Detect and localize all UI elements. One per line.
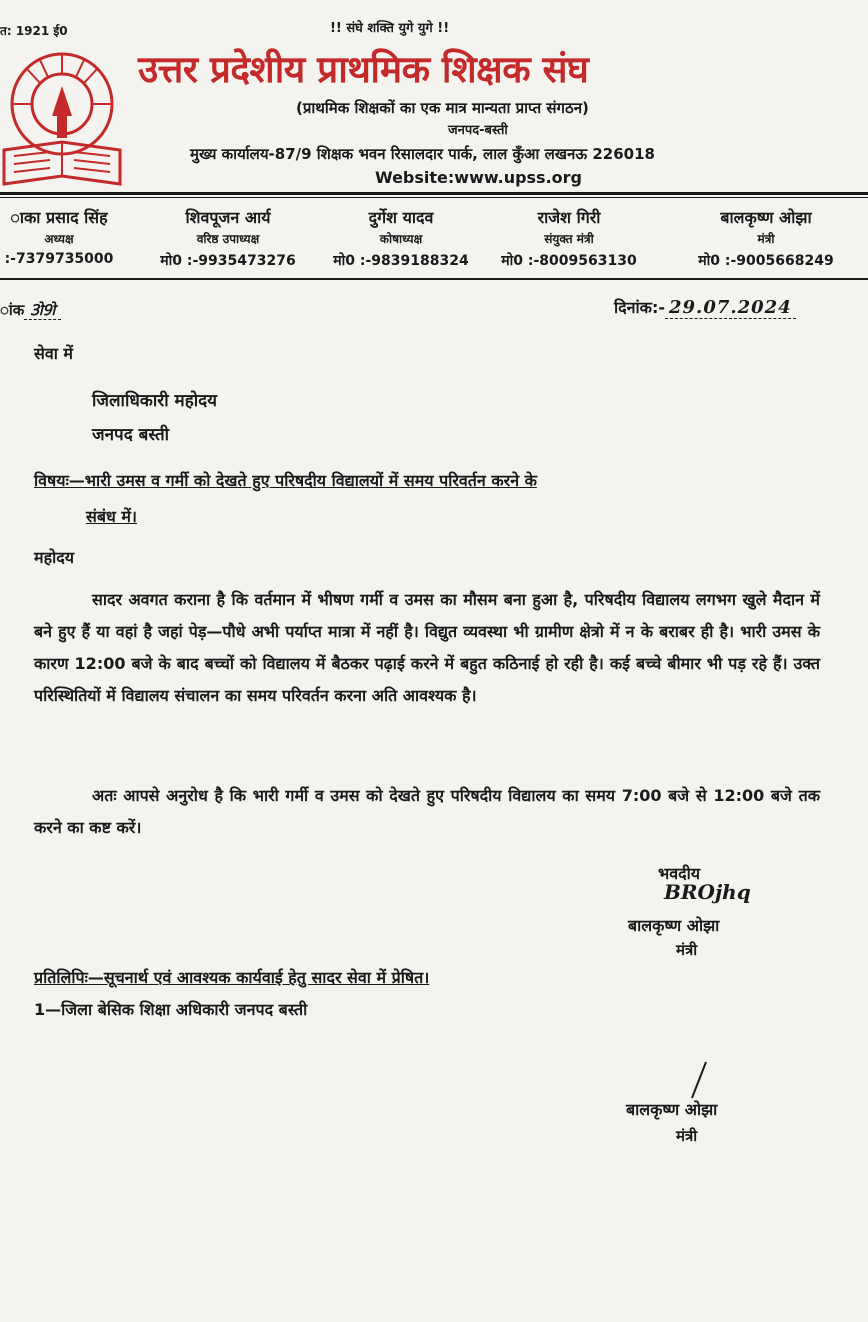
official-joint-secretary: राजेश गिरी संयुक्त मंत्री मो0 :-8009563130 bbox=[501, 208, 637, 269]
signatory-designation-2: मंत्री bbox=[676, 1127, 698, 1145]
motto: !! संघे शक्ति युगे युगे !! bbox=[330, 21, 450, 36]
official-president: ाका प्रसाद सिंह अध्यक्ष :-7379735000 bbox=[4, 208, 114, 267]
salutation-to: सेवा में bbox=[34, 344, 73, 363]
signatory-name-2: बालकृष्ण ओझा bbox=[626, 1100, 718, 1119]
copy-heading: प्रतिलिपिः—सूचनार्थ एवं आवश्यक कार्यवाई हेतु सादर सेवा में प्रेषित। bbox=[34, 968, 430, 987]
body-paragraph-2: अतः आपसे अनुरोध है कि भारी गर्मी व उमस को देखते हुए परिषदीय विद्यालय का समय 7:00 बजे से 12:00 बजे तक करने का कष्ट करें। bbox=[34, 786, 820, 837]
office-address: मुख्य कार्यालय-87/9 शिक्षक भवन रिसालदार पार्क, लाल कुँआ लखनऊ 226018 bbox=[190, 145, 655, 163]
official-secretary: बालकृष्ण ओझा मंत्री मो0 :-9005668249 bbox=[698, 208, 834, 269]
signatory-designation: मंत्री bbox=[676, 941, 698, 959]
recipient-line1: जिलाधिकारी महोदय bbox=[92, 391, 218, 411]
union-logo-icon bbox=[0, 46, 130, 196]
greeting: महोदय bbox=[34, 548, 74, 567]
official-senior-vice-president: शिवपूजन आर्य वरिष्ठ उपाध्यक्ष मो0 :-9935473276 bbox=[160, 208, 296, 269]
valediction: भवदीय bbox=[658, 864, 701, 883]
reference-number: ांक 3ो9ो bbox=[0, 300, 61, 320]
subject: विषयः—भारी उमस व गर्मी को देखते हुए परिषदीय विद्यालयों में समय परिवर्तन करने के संबंध में। bbox=[34, 471, 537, 526]
body-paragraph-1: सादर अवगत कराना है कि वर्तमान में भीषण गर्मी व उमस का मौसम बना हुआ है, परिषदीय विद्यालय लगभग खुले मैदान में बने हुए हैं या वहां है जहां पेड़—पौधे अभी पर्याप्त मात्रा में नहीं है। विद्युत व्यवस्था भी ग्रामीण क्षेत्रो में न के बराबर ही है। भारी उमस के कारण 12:00 बजे के बाद बच्चों को विद्यालय में बैठकर पढ़ाई करने में बहुत कठिनाई हो रही है। कई बच्चे बीमार भी पड़ रहे हैं। उक्त परिस्थितियों में विद्यालय संचालन का समय परिवर्तन करना अति आवश्यक है। bbox=[34, 590, 820, 705]
second-signature-stroke bbox=[688, 1060, 712, 1100]
copy-item-1: 1—जिला बेसिक शिक्षा अधिकारी जनपद बस्ती bbox=[34, 1000, 308, 1019]
official-treasurer: दुर्गेश यादव कोषाध्यक्ष मो0 :-9839188324 bbox=[333, 208, 469, 269]
signatory-name: बालकृष्ण ओझा bbox=[628, 916, 720, 935]
signature: BROjhq bbox=[664, 880, 751, 904]
officials-rule bbox=[0, 278, 868, 280]
recipient-line2: जनपद बस्ती bbox=[92, 425, 170, 445]
letter-date: दिनांक:- 29.07.2024 bbox=[614, 296, 796, 318]
established-year: त: 1921 ई0 bbox=[0, 24, 68, 38]
header-rule-top bbox=[0, 192, 868, 195]
website[interactable]: Website:www.upss.org bbox=[375, 168, 582, 187]
organization-tagline: (प्राथमिक शिक्षकों का एक मात्र मान्यता प्राप्त संगठन) bbox=[296, 99, 589, 117]
district-label: जनपद-बस्ती bbox=[448, 123, 508, 138]
organization-name: उत्तर प्रदेशीय प्राथमिक शिक्षक संघ bbox=[138, 48, 589, 91]
header-rule-thin bbox=[0, 197, 868, 198]
